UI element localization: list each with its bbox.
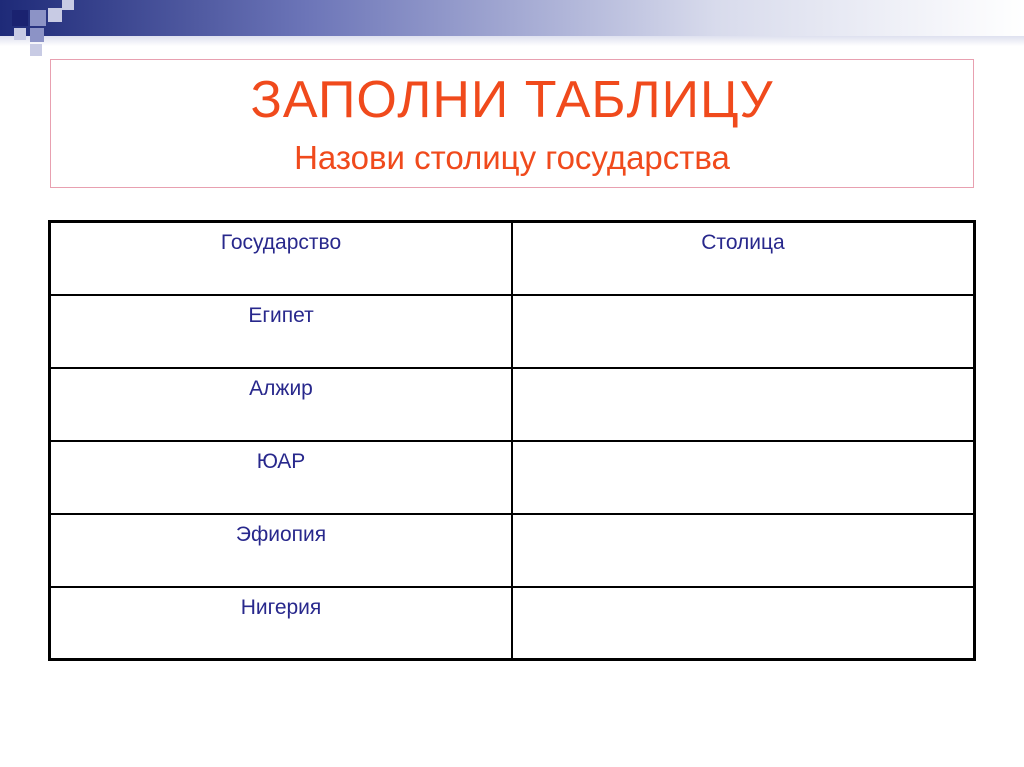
decorative-square bbox=[30, 10, 46, 26]
capital-cell[interactable] bbox=[512, 441, 975, 514]
table-row bbox=[50, 587, 975, 660]
capital-cell[interactable] bbox=[512, 514, 975, 587]
capital-cell[interactable] bbox=[512, 295, 975, 368]
capitals-table bbox=[48, 220, 976, 661]
page-subtitle: Назови столицу государства bbox=[294, 139, 730, 176]
country-cell: Египет bbox=[50, 295, 513, 368]
table-row bbox=[50, 368, 975, 441]
table-row bbox=[50, 441, 975, 514]
decorative-top-bar bbox=[0, 0, 1024, 36]
decorative-square bbox=[48, 8, 62, 22]
decorative-square bbox=[62, 0, 74, 10]
table-header-row bbox=[50, 222, 975, 295]
title-box bbox=[50, 59, 974, 188]
capital-cell[interactable] bbox=[512, 587, 975, 660]
decorative-square bbox=[12, 10, 28, 26]
country-cell: Нигерия bbox=[50, 587, 513, 660]
decorative-top-bar-fade bbox=[0, 36, 1024, 46]
decorative-square bbox=[30, 28, 44, 42]
country-cell: Алжир bbox=[50, 368, 513, 441]
page-title: ЗАПОЛНИ ТАБЛИЦУ bbox=[250, 71, 774, 129]
capital-cell[interactable] bbox=[512, 368, 975, 441]
header-cell-country: Государство bbox=[50, 222, 513, 295]
country-cell: ЮАР bbox=[50, 441, 513, 514]
table-row bbox=[50, 514, 975, 587]
decorative-square bbox=[14, 28, 26, 40]
table-row bbox=[50, 295, 975, 368]
header-cell-capital: Столица bbox=[512, 222, 975, 295]
decorative-square bbox=[30, 44, 42, 56]
country-cell: Эфиопия bbox=[50, 514, 513, 587]
